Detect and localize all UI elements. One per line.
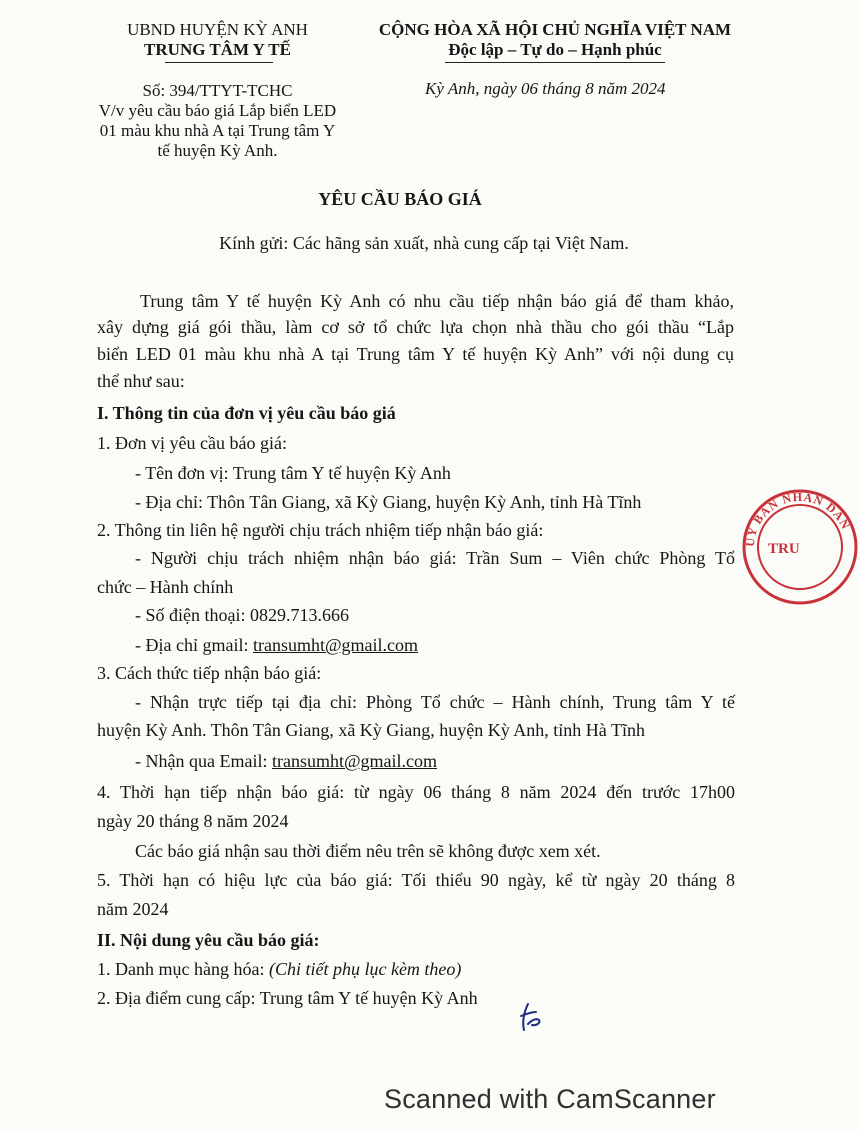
place-date: Kỳ Anh, ngày 06 tháng 8 năm 2024 [425, 79, 666, 98]
gmail-label: - Địa chỉ gmail: [135, 635, 253, 655]
s1-item-2-person-2: chức – Hành chính [97, 577, 234, 597]
s1-item-3-email [135, 750, 437, 772]
gmail-link[interactable]: transumht@gmail.com [252, 635, 419, 655]
doc-number: Số: 394/TTYT-TCHC [142, 81, 293, 100]
section-2-heading: II. Nội dung yêu cầu báo giá: [97, 930, 320, 950]
s2-item-1-label: 1. Danh mục hàng hóa: [97, 959, 269, 979]
subject-line-3: tế huyện Kỳ Anh. [157, 141, 278, 160]
s2-item-1-note: (Chi tiết phụ lục kèm theo) [268, 959, 462, 979]
intro-line-2: xây dựng giá gói thầu, làm cơ sở tổ chức lựa chọn nhà thầu cho gói thầu “Lắp [97, 317, 734, 337]
s1-item-4-line-1: 4. Thời hạn tiếp nhận báo giá: từ ngày 06 tháng 8 năm 2024 đến trước 17h00 [97, 782, 735, 802]
stamp-center-text: TRU [768, 541, 800, 557]
stamp-arc-text: ỦY BAN NHÂN DÂN [742, 489, 854, 548]
s1-item-1: 1. Đơn vị yêu cầu báo giá: [97, 433, 287, 453]
s2-item-2: 2. Địa điểm cung cấp: Trung tâm Y tế huyện Kỳ Anh [97, 988, 478, 1008]
org-parent: UBND HUYỆN KỲ ANH [127, 20, 308, 39]
s1-item-5-line-2: năm 2024 [97, 899, 169, 919]
document-title: YÊU CẦU BÁO GIÁ [318, 189, 482, 209]
scanner-watermark: Scanned with CamScanner [384, 1084, 716, 1114]
s1-item-4-line-2: ngày 20 tháng 8 năm 2024 [97, 811, 289, 831]
subject-line-1: V/v yêu cầu báo giá Lắp biển LED [98, 101, 337, 120]
email-label: - Nhận qua Email: [135, 751, 272, 771]
initial-signature-icon [512, 996, 552, 1036]
s1-item-4-note: Các báo giá nhận sau thời điểm nêu trên sẽ không được xem xét. [135, 841, 601, 861]
s1-item-1-name: - Tên đơn vị: Trung tâm Y tế huyện Kỳ Anh [135, 463, 451, 483]
s1-item-3: 3. Cách thức tiếp nhận báo giá: [97, 663, 322, 683]
s1-item-3-direct-2: huyện Kỳ Anh. Thôn Tân Giang, xã Kỳ Giang, huyện Kỳ Anh, tỉnh Hà Tĩnh [97, 720, 645, 740]
s2-item-1 [97, 958, 461, 980]
email-link[interactable]: transumht@gmail.com [271, 751, 438, 771]
s1-item-2-phone: - Số điện thoại: 0829.713.666 [135, 605, 349, 625]
s1-item-1-address: - Địa chỉ: Thôn Tân Giang, xã Kỳ Giang, huyện Kỳ Anh, tỉnh Hà Tĩnh [135, 492, 642, 512]
org-name: TRUNG TÂM Y TẾ [144, 40, 291, 59]
motto-underline [445, 62, 665, 63]
section-1-heading: I. Thông tin của đơn vị yêu cầu báo giá [97, 403, 396, 423]
subject-line-2: 01 màu khu nhà A tại Trung tâm Y [99, 121, 336, 140]
s1-item-2-gmail [135, 634, 418, 656]
s1-item-3-direct-1: - Nhận trực tiếp tại địa chỉ: Phòng Tổ chức – Hành chính, Trung tâm Y tế [135, 692, 735, 712]
recipient-line: Kính gửi: Các hãng sản xuất, nhà cung cấp tại Việt Nam. [219, 233, 629, 253]
nation-title: CỘNG HÒA XÃ HỘI CHỦ NGHĨA VIỆT NAM [378, 20, 732, 39]
s1-item-2: 2. Thông tin liên hệ người chịu trách nhiệm tiếp nhận báo giá: [97, 520, 544, 540]
motto: Độc lập – Tự do – Hạnh phúc [448, 40, 662, 59]
intro-line-4: thể như sau: [97, 371, 185, 391]
official-stamp-icon [740, 487, 860, 607]
s1-item-5-line-1: 5. Thời hạn có hiệu lực của báo giá: Tối thiểu 90 ngày, kể từ ngày 20 tháng 8 [97, 870, 735, 890]
s1-item-2-person-1: - Người chịu trách nhiệm nhận báo giá: Trần Sum – Viên chức Phòng Tổ [135, 548, 735, 568]
org-underline [165, 62, 273, 63]
intro-line-1: Trung tâm Y tế huyện Kỳ Anh có nhu cầu tiếp nhận báo giá để tham khảo, [140, 291, 734, 311]
intro-line-3: biển LED 01 màu khu nhà A tại Trung tâm Y tế huyện Kỳ Anh” với nội dung cụ [97, 344, 734, 364]
